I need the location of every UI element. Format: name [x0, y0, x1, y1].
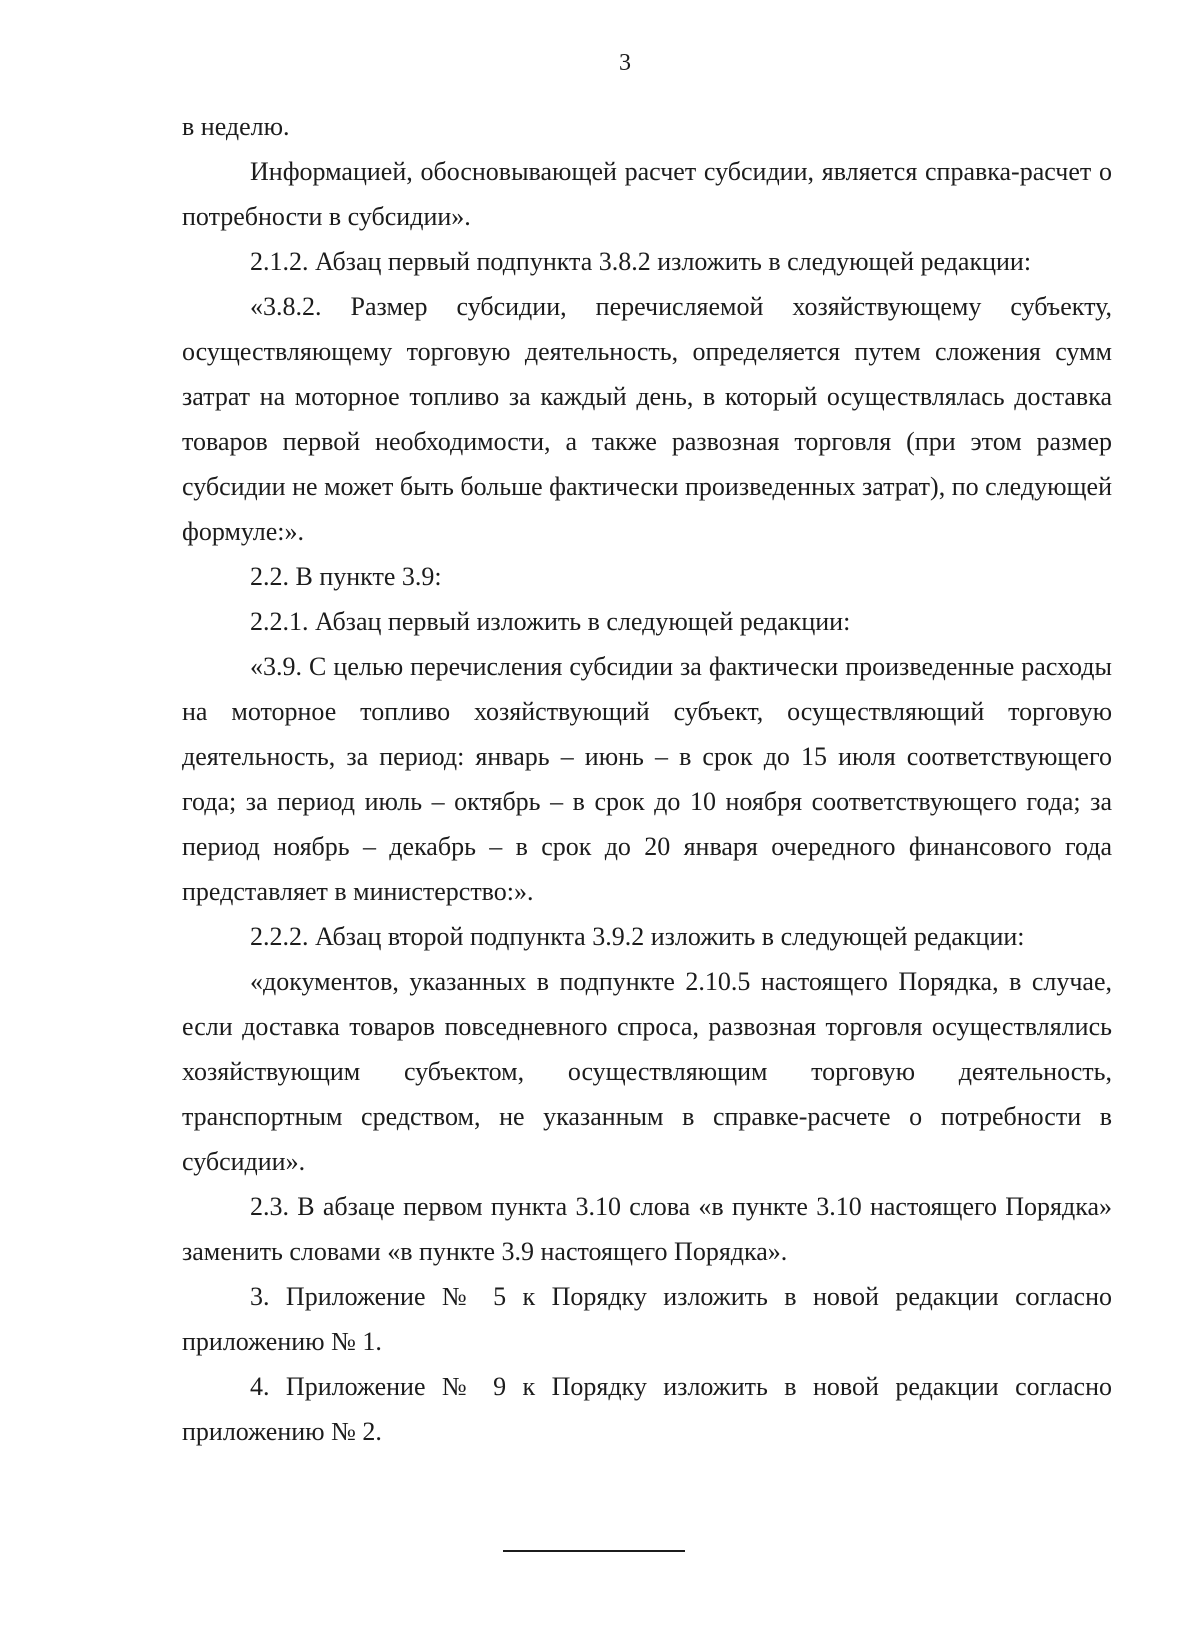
paragraph-4: 4. Приложение № 9 к Порядку изложить в новой редакции согласно приложению № 2.	[182, 1372, 1112, 1446]
paragraph-2-2-2: 2.2.2. Абзац второй подпункта 3.9.2 изложить в следующей редакции:	[250, 922, 1025, 951]
page-number: 3	[619, 50, 631, 76]
paragraph-quote-3-8-2: «3.8.2. Размер субсидии, перечисляемой хозяйствующему субъекту, осуществляющему торговую деятельность, определяется путем сложения сумм затрат на моторное топливо за каждый день, в который осуществлялась доставка товаров первой необходимости, а также развозная торговля (при этом размер субсидии не может быть больше фактически произведенных затрат), по следующей формуле:».	[182, 292, 1112, 546]
document-body	[182, 104, 1112, 1454]
paragraph-continuation: в неделю.	[182, 112, 290, 141]
paragraph-3: 3. Приложение № 5 к Порядку изложить в новой редакции согласно приложению № 1.	[182, 1282, 1112, 1356]
paragraph-2-1-2: 2.1.2. Абзац первый подпункта 3.8.2 изложить в следующей редакции:	[250, 247, 1032, 276]
paragraph-quote-3-9: «3.9. С целью перечисления субсидии за фактически произведенные расходы на моторное топливо хозяйствующий субъект, осуществляющий торговую деятельность, за период: январь – июнь – в срок до 15 июля соответствующего года; за период июль – октябрь – в срок до 10 ноября соответствующего года; за период ноябрь – декабрь – в срок до 20 января очередного финансового года представляет в министерство:».	[182, 652, 1112, 906]
paragraph-justification-info: Информацией, обосновывающей расчет субсидии, является справка-расчет о потребности в субсидии».	[182, 157, 1112, 231]
end-of-document-rule	[503, 1550, 685, 1552]
paragraph-quote-documents: «документов, указанных в подпункте 2.10.5 настоящего Порядка, в случае, если доставка товаров повседневного спроса, развозная торговля осуществлялись хозяйствующим субъектом, осуществляющим торговую деятельность, транспортным средством, не указанным в справке-расчете о потребности в субсидии».	[182, 967, 1112, 1176]
paragraph-2-2: 2.2. В пункте 3.9:	[250, 562, 442, 591]
paragraph-2-2-1: 2.2.1. Абзац первый изложить в следующей редакции:	[250, 607, 851, 636]
paragraph-2-3: 2.3. В абзаце первом пункта 3.10 слова «в пункте 3.10 настоящего Порядка» заменить словами «в пункте 3.9 настоящего Порядка».	[182, 1192, 1112, 1266]
